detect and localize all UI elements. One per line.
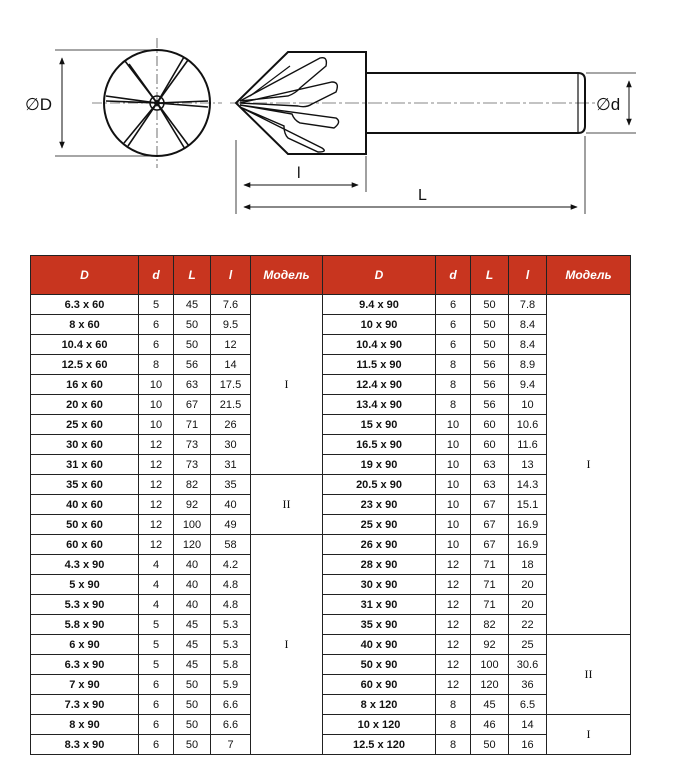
- left-L-cell: 45: [174, 295, 211, 315]
- left-L-cell: 40: [174, 555, 211, 575]
- left-l-cell: 7.6: [211, 295, 251, 315]
- right-D-cell: 10 x 90: [323, 315, 436, 335]
- table-row: [31, 595, 631, 615]
- right-l-cell: 14.3: [509, 475, 547, 495]
- end-view: [92, 38, 222, 168]
- left-model-cell: I: [251, 535, 323, 755]
- right-L-cell: 60: [471, 415, 509, 435]
- right-D-cell: 28 x 90: [323, 555, 436, 575]
- right-L-cell: 67: [471, 515, 509, 535]
- left-l-cell: 21.5: [211, 395, 251, 415]
- right-D-cell: 20.5 x 90: [323, 475, 436, 495]
- right-l-cell: 22: [509, 615, 547, 635]
- right-L-cell: 56: [471, 375, 509, 395]
- left-L-cell: 56: [174, 355, 211, 375]
- table-row: [31, 655, 631, 675]
- left-D-cell: 8.3 x 90: [31, 735, 139, 755]
- right-d-cell: 8: [436, 715, 471, 735]
- right-D-cell: 40 x 90: [323, 635, 436, 655]
- right-L-cell: 45: [471, 695, 509, 715]
- table-row: [31, 315, 631, 335]
- right-l-cell: 7.8: [509, 295, 547, 315]
- table-row: [31, 375, 631, 395]
- left-d-cell: 10: [139, 375, 174, 395]
- left-l-cell: 4.2: [211, 555, 251, 575]
- left-d-cell: 12: [139, 475, 174, 495]
- right-L-cell: 56: [471, 395, 509, 415]
- right-model-cell: I: [547, 295, 631, 635]
- left-l-cell: 5.8: [211, 655, 251, 675]
- right-L-cell: 100: [471, 655, 509, 675]
- left-l-cell: 7: [211, 735, 251, 755]
- left-D-cell: 25 x 60: [31, 415, 139, 435]
- left-D-cell: 7 x 90: [31, 675, 139, 695]
- left-L-cell: 82: [174, 475, 211, 495]
- right-d-cell: 8: [436, 695, 471, 715]
- right-L-cell: 63: [471, 455, 509, 475]
- table-row: [31, 675, 631, 695]
- table-header-row: [31, 256, 631, 295]
- table-row: [31, 355, 631, 375]
- right-d-cell: 12: [436, 675, 471, 695]
- right-L-cell: 46: [471, 715, 509, 735]
- left-l-cell: 9.5: [211, 315, 251, 335]
- right-d-cell: 12: [436, 635, 471, 655]
- left-d-cell: 5: [139, 655, 174, 675]
- left-D-cell: 6.3 x 90: [31, 655, 139, 675]
- right-l-cell: 8.4: [509, 335, 547, 355]
- left-l-cell: 31: [211, 455, 251, 475]
- label-shank-diameter: ∅d: [596, 95, 621, 114]
- right-l-cell: 30.6: [509, 655, 547, 675]
- left-l-cell: 26: [211, 415, 251, 435]
- left-L-cell: 45: [174, 615, 211, 635]
- label-total-length: L: [418, 187, 427, 204]
- right-l-cell: 8.9: [509, 355, 547, 375]
- left-L-cell: 100: [174, 515, 211, 535]
- right-d-cell: 12: [436, 615, 471, 635]
- right-D-cell: 12.5 x 120: [323, 735, 436, 755]
- left-d-cell: 5: [139, 615, 174, 635]
- left-L-cell: 50: [174, 715, 211, 735]
- left-D-cell: 6.3 x 60: [31, 295, 139, 315]
- left-l-cell: 17.5: [211, 375, 251, 395]
- countersink-drawing: [0, 0, 678, 240]
- table-row: [31, 475, 631, 495]
- right-D-cell: 15 x 90: [323, 415, 436, 435]
- table-row: [31, 575, 631, 595]
- right-l-cell: 36: [509, 675, 547, 695]
- right-L-cell: 50: [471, 295, 509, 315]
- right-d-cell: 8: [436, 735, 471, 755]
- left-l-cell: 5.3: [211, 615, 251, 635]
- right-d-cell: 8: [436, 395, 471, 415]
- left-d-cell: 6: [139, 335, 174, 355]
- left-D-cell: 50 x 60: [31, 515, 139, 535]
- left-D-cell: 60 x 60: [31, 535, 139, 555]
- right-L-cell: 50: [471, 735, 509, 755]
- right-L-cell: 82: [471, 615, 509, 635]
- left-D-cell: 30 x 60: [31, 435, 139, 455]
- left-D-cell: 5.3 x 90: [31, 595, 139, 615]
- left-d-cell: 6: [139, 735, 174, 755]
- right-d-cell: 10: [436, 515, 471, 535]
- left-l-cell: 58: [211, 535, 251, 555]
- right-D-cell: 60 x 90: [323, 675, 436, 695]
- left-D-cell: 8 x 60: [31, 315, 139, 335]
- right-d-cell: 12: [436, 655, 471, 675]
- left-L-cell: 92: [174, 495, 211, 515]
- left-D-cell: 6 x 90: [31, 635, 139, 655]
- right-l-cell: 20: [509, 575, 547, 595]
- right-l-cell: 25: [509, 635, 547, 655]
- left-L-cell: 73: [174, 435, 211, 455]
- left-d-cell: 4: [139, 575, 174, 595]
- left-D-cell: 7.3 x 90: [31, 695, 139, 715]
- right-l-cell: 9.4: [509, 375, 547, 395]
- right-L-cell: 50: [471, 335, 509, 355]
- right-l-cell: 10.6: [509, 415, 547, 435]
- left-d-cell: 12: [139, 515, 174, 535]
- right-d-cell: 10: [436, 435, 471, 455]
- right-l-cell: 16.9: [509, 535, 547, 555]
- right-d-cell: 10: [436, 475, 471, 495]
- right-d-cell: 8: [436, 375, 471, 395]
- right-D-cell: 8 x 120: [323, 695, 436, 715]
- left-D-cell: 5 x 90: [31, 575, 139, 595]
- left-L-cell: 120: [174, 535, 211, 555]
- right-L-cell: 60: [471, 435, 509, 455]
- table-row: [31, 695, 631, 715]
- table-row: [31, 515, 631, 535]
- right-d-cell: 6: [436, 315, 471, 335]
- right-D-cell: 25 x 90: [323, 515, 436, 535]
- right-d-cell: 6: [436, 295, 471, 315]
- right-l-cell: 15.1: [509, 495, 547, 515]
- right-L-cell: 120: [471, 675, 509, 695]
- right-d-cell: 6: [436, 335, 471, 355]
- right-D-cell: 10.4 x 90: [323, 335, 436, 355]
- right-l-cell: 16: [509, 735, 547, 755]
- left-d-cell: 6: [139, 675, 174, 695]
- left-l-cell: 14: [211, 355, 251, 375]
- right-D-cell: 10 x 120: [323, 715, 436, 735]
- left-l-cell: 5.9: [211, 675, 251, 695]
- right-D-cell: 13.4 x 90: [323, 395, 436, 415]
- header-L-left: L: [174, 256, 211, 295]
- right-D-cell: 12.4 x 90: [323, 375, 436, 395]
- header-model-left: Модель: [251, 256, 323, 295]
- left-l-cell: 6.6: [211, 695, 251, 715]
- table-row: [31, 535, 631, 555]
- right-d-cell: 10: [436, 495, 471, 515]
- left-l-cell: 12: [211, 335, 251, 355]
- right-D-cell: 11.5 x 90: [323, 355, 436, 375]
- right-L-cell: 92: [471, 635, 509, 655]
- left-D-cell: 4.3 x 90: [31, 555, 139, 575]
- left-D-cell: 35 x 60: [31, 475, 139, 495]
- header-model-right: Модель: [547, 256, 631, 295]
- left-L-cell: 73: [174, 455, 211, 475]
- right-d-cell: 12: [436, 595, 471, 615]
- right-l-cell: 8.4: [509, 315, 547, 335]
- header-D-right: D: [323, 256, 436, 295]
- right-d-cell: 10: [436, 455, 471, 475]
- table-row: [31, 435, 631, 455]
- left-D-cell: 20 x 60: [31, 395, 139, 415]
- left-L-cell: 40: [174, 575, 211, 595]
- right-model-cell: II: [547, 635, 631, 715]
- left-l-cell: 4.8: [211, 595, 251, 615]
- table-row: [31, 495, 631, 515]
- table-row: [31, 335, 631, 355]
- right-l-cell: 18: [509, 555, 547, 575]
- left-model-cell: II: [251, 475, 323, 535]
- table-row: [31, 555, 631, 575]
- right-D-cell: 19 x 90: [323, 455, 436, 475]
- left-D-cell: 12.5 x 60: [31, 355, 139, 375]
- dimension-lengths: [236, 136, 585, 214]
- left-l-cell: 30: [211, 435, 251, 455]
- left-d-cell: 12: [139, 455, 174, 475]
- table-body: [31, 295, 631, 755]
- table-row: [31, 715, 631, 735]
- left-L-cell: 67: [174, 395, 211, 415]
- label-cut-length: l: [297, 165, 301, 182]
- table-row: [31, 415, 631, 435]
- header-d-right: d: [436, 256, 471, 295]
- label-outer-diameter: ∅D: [25, 95, 53, 114]
- left-d-cell: 5: [139, 295, 174, 315]
- right-D-cell: 50 x 90: [323, 655, 436, 675]
- table-row: [31, 635, 631, 655]
- right-L-cell: 56: [471, 355, 509, 375]
- left-model-cell: I: [251, 295, 323, 475]
- right-l-cell: 6.5: [509, 695, 547, 715]
- left-L-cell: 50: [174, 315, 211, 335]
- left-d-cell: 12: [139, 435, 174, 455]
- right-D-cell: 31 x 90: [323, 595, 436, 615]
- left-d-cell: 10: [139, 395, 174, 415]
- left-D-cell: 5.8 x 90: [31, 615, 139, 635]
- right-D-cell: 26 x 90: [323, 535, 436, 555]
- right-D-cell: 35 x 90: [323, 615, 436, 635]
- right-d-cell: 12: [436, 555, 471, 575]
- left-l-cell: 5.3: [211, 635, 251, 655]
- right-l-cell: 13: [509, 455, 547, 475]
- left-l-cell: 6.6: [211, 715, 251, 735]
- left-D-cell: 31 x 60: [31, 455, 139, 475]
- right-L-cell: 71: [471, 595, 509, 615]
- left-l-cell: 40: [211, 495, 251, 515]
- left-d-cell: 5: [139, 635, 174, 655]
- header-D-left: D: [31, 256, 139, 295]
- right-L-cell: 71: [471, 575, 509, 595]
- left-d-cell: 6: [139, 315, 174, 335]
- right-L-cell: 67: [471, 535, 509, 555]
- table-row: [31, 295, 631, 315]
- left-l-cell: 49: [211, 515, 251, 535]
- right-l-cell: 20: [509, 595, 547, 615]
- header-L-right: L: [471, 256, 509, 295]
- left-D-cell: 40 x 60: [31, 495, 139, 515]
- left-d-cell: 4: [139, 595, 174, 615]
- right-d-cell: 12: [436, 575, 471, 595]
- spec-table: [30, 255, 631, 755]
- left-L-cell: 45: [174, 655, 211, 675]
- right-model-cell: I: [547, 715, 631, 755]
- left-l-cell: 35: [211, 475, 251, 495]
- right-d-cell: 10: [436, 415, 471, 435]
- left-d-cell: 4: [139, 555, 174, 575]
- right-d-cell: 8: [436, 355, 471, 375]
- right-L-cell: 50: [471, 315, 509, 335]
- table-row: [31, 615, 631, 635]
- right-L-cell: 67: [471, 495, 509, 515]
- right-L-cell: 63: [471, 475, 509, 495]
- left-d-cell: 6: [139, 695, 174, 715]
- left-D-cell: 8 x 90: [31, 715, 139, 735]
- header-l-right: l: [509, 256, 547, 295]
- left-D-cell: 16 x 60: [31, 375, 139, 395]
- left-d-cell: 6: [139, 715, 174, 735]
- left-d-cell: 8: [139, 355, 174, 375]
- table-row: [31, 395, 631, 415]
- right-l-cell: 11.6: [509, 435, 547, 455]
- left-L-cell: 63: [174, 375, 211, 395]
- right-D-cell: 30 x 90: [323, 575, 436, 595]
- left-d-cell: 12: [139, 535, 174, 555]
- left-L-cell: 50: [174, 335, 211, 355]
- right-D-cell: 23 x 90: [323, 495, 436, 515]
- left-d-cell: 10: [139, 415, 174, 435]
- header-l-left: l: [211, 256, 251, 295]
- table-row: [31, 455, 631, 475]
- left-d-cell: 12: [139, 495, 174, 515]
- left-l-cell: 4.8: [211, 575, 251, 595]
- right-d-cell: 10: [436, 535, 471, 555]
- right-L-cell: 71: [471, 555, 509, 575]
- right-l-cell: 10: [509, 395, 547, 415]
- table-row: [31, 735, 631, 755]
- right-D-cell: 16.5 x 90: [323, 435, 436, 455]
- header-d-left: d: [139, 256, 174, 295]
- left-L-cell: 50: [174, 675, 211, 695]
- left-L-cell: 45: [174, 635, 211, 655]
- left-D-cell: 10.4 x 60: [31, 335, 139, 355]
- left-L-cell: 40: [174, 595, 211, 615]
- right-l-cell: 14: [509, 715, 547, 735]
- right-D-cell: 9.4 x 90: [323, 295, 436, 315]
- left-L-cell: 50: [174, 695, 211, 715]
- left-L-cell: 71: [174, 415, 211, 435]
- left-L-cell: 50: [174, 735, 211, 755]
- right-l-cell: 16.9: [509, 515, 547, 535]
